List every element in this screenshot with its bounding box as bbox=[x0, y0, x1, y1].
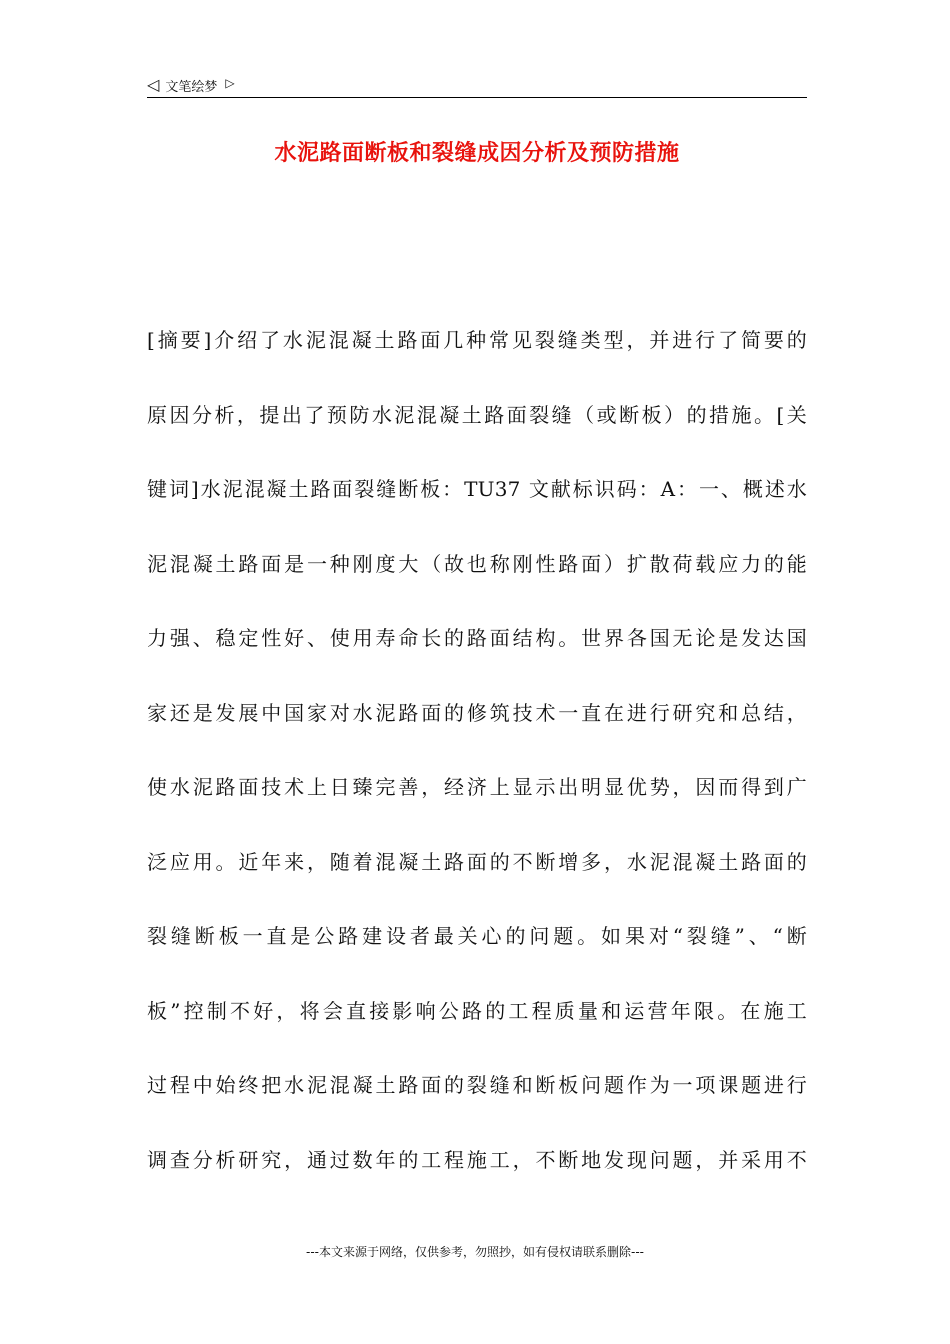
page-footer: ---本文来源于网络，仅供参考，勿照抄，如有侵权请联系删除--- bbox=[306, 1245, 644, 1259]
body-line: 力强、稳定性好、使用寿命长的路面结构。世界各国无论是发达国 bbox=[147, 626, 807, 650]
body-line: 键词]水泥混凝土路面裂缝断板：TU37 文献标识码：A：一、概述水 bbox=[147, 477, 807, 501]
body-line: 过程中始终把水泥混凝土路面的裂缝和断板问题作为一项课题进行 bbox=[147, 1073, 807, 1097]
body-line: 家还是发展中国家对水泥路面的修筑技术一直在进行研究和总结， bbox=[147, 700, 807, 725]
document-title: 水泥路面断板和裂缝成因分析及预防措施 bbox=[274, 141, 680, 166]
body-line: 裂缝断板一直是公路建设者最关心的问题。如果对“裂缝”、“断 bbox=[147, 924, 807, 948]
body-line: [摘要]介绍了水泥混凝土路面几种常见裂缝类型，并进行了简要的 bbox=[147, 328, 807, 352]
body-line: 泛应用。近年来，随着混凝土路面的不断增多，水泥混凝土路面的 bbox=[147, 849, 807, 874]
header-divider bbox=[147, 97, 807, 98]
page-header bbox=[147, 74, 807, 96]
body-line: 原因分析，提出了预防水泥混凝土路面裂缝（或断板）的措施。[关 bbox=[147, 402, 807, 427]
body-line: 泥混凝土路面是一种刚度大（故也称刚性路面）扩散荷载应力的能 bbox=[147, 551, 807, 576]
left-triangle-icon: ◁ bbox=[147, 75, 160, 94]
header-brand: 文笔绘梦 bbox=[165, 79, 218, 95]
body-line: 使水泥路面技术上日臻完善，经济上显示出明显优势，因而得到广 bbox=[147, 775, 807, 799]
body-text bbox=[147, 318, 807, 1212]
body-line: 板”控制不好，将会直接影响公路的工程质量和运营年限。在施工 bbox=[147, 998, 807, 1023]
body-line: 调查分析研究，通过数年的工程施工，不断地发现问题，并采用不 bbox=[147, 1147, 807, 1172]
right-triangle-icon: ▷ bbox=[225, 76, 235, 90]
